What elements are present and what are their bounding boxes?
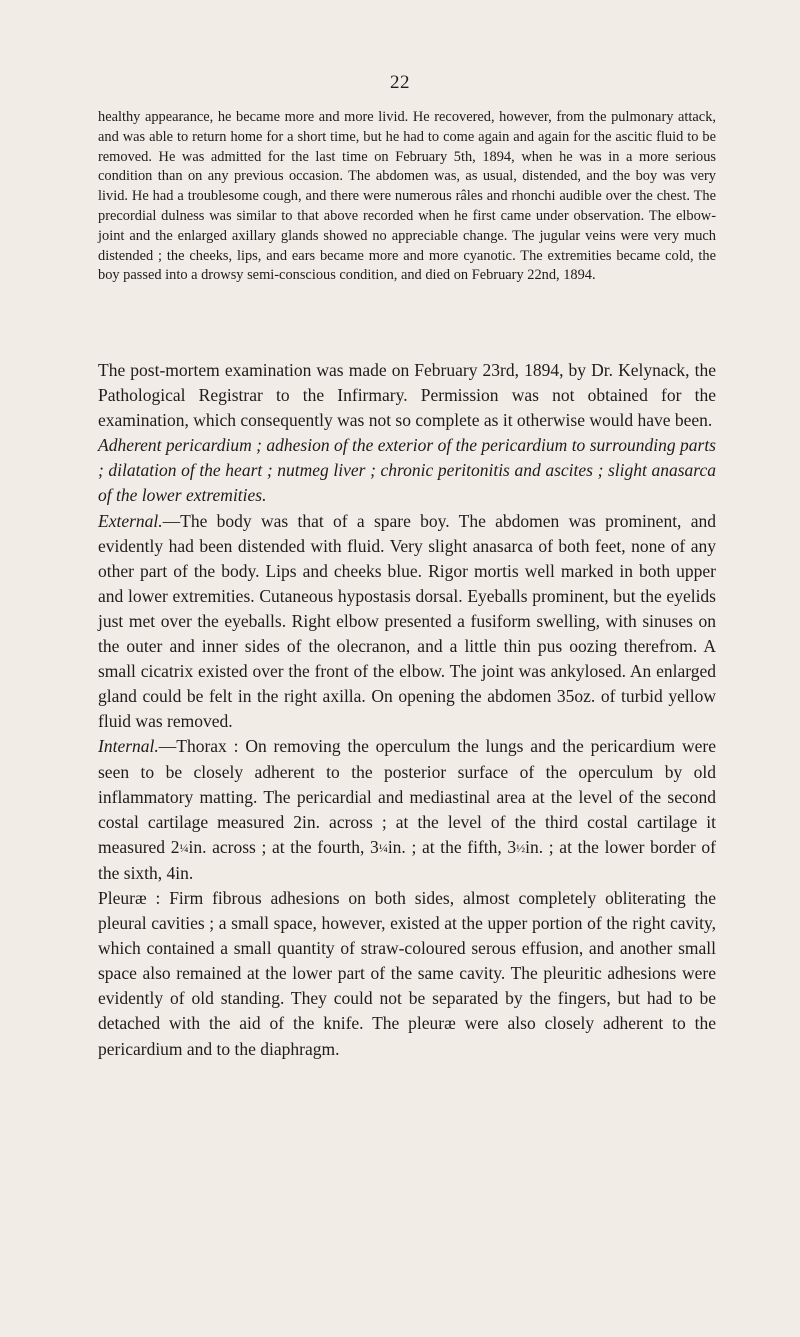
paragraph-external — [98, 509, 716, 735]
paragraph-internal — [98, 734, 716, 886]
internal-heading: Internal. — [98, 736, 159, 757]
paragraph-pleurae: Pleuræ : Firm fibrous adhesions on both sides, almost completely obliterating the pleural cavities ; a small space, however, existed at the upper portion of the right cavity, which contained a small quantity of straw-coloured serous effusion, and another small space also remained at the lower part of the same cavity. The pleuritic adhesions were evidently of old standing. They could not be separated by the fingers, but had to be detached with the aid of the knife. The pleuræ were also closely adherent to the pericardium and to the diaphragm. — [98, 887, 716, 1059]
external-text: —The body was that of a spare boy. The abdomen was prominent, and evidently had been distended with fluid. Very slight anasarca of both feet, none of any other part of the body. Lips and cheeks blue. Rigor mortis well marked in both upper and lower extremities. Cutaneous hypostasis dorsal. Eyeballs prominent, but the eyelids just met over the eyeballs. Right elbow presented a fusiform swelling, with sinuses on the outer and inner sides of the olecranon, and a little thin pus oozing therefrom. A small cicatrix existed over the front of the elbow. The joint was ankylosed. An enlarged gland could be felt in the right axilla. On opening the abdomen 35oz. of turbid yellow fluid was removed. — [98, 510, 716, 732]
paragraph-post-mortem-intro: The post-mortem examination was made on February 23rd, 1894, by Dr. Kelynack, the Pathological Registrar to the Infirmary. Permission was not obtained for the examination, which consequently was not so complete as it otherwise would have been. — [98, 360, 716, 431]
fraction-quarter-1: ¼ — [179, 840, 189, 855]
fraction-quarter-2: ¼ — [378, 840, 388, 855]
internal-text-b: in. across ; at the fourth, 3 — [188, 836, 379, 857]
internal-text-c: in. ; at the fifth, 3 — [387, 836, 517, 857]
post-mortem-block — [98, 358, 716, 1062]
case-history-block — [98, 108, 716, 286]
page-number: 22 — [390, 72, 410, 93]
internal-text-a: —Thorax : On removing the operculum the lungs and the pericardium were seen to be closely adherent to the posterior surface of the operculum by old inflammatory matting. The pericardial and mediastinal area at the level of the second costal cartilage measured 2in. across ; at the level of the third costal cartilage it measured 2 — [98, 736, 716, 857]
diagnosis-summary-text: Adherent pericardium ; adhesion of the exterior of the pericardium to surrounding parts ; dilatation of the heart ; nutmeg liver ; chronic peritonitis and ascites ; slight anasarca of the lower extremities. — [98, 435, 716, 506]
paragraph-diagnosis-summary — [98, 433, 716, 508]
external-heading: External. — [98, 510, 163, 531]
fraction-half: ½ — [516, 840, 526, 855]
internal-text-d: in. ; at the lower border of the sixth, 4in. — [98, 836, 716, 883]
paragraph-clinical-course: healthy appearance, he became more and more livid. He recovered, however, from the pulmonary attack, and was able to return home for a short time, but he had to come again and again for the ascitic fluid to be removed. He was admitted for the last time on February 5th, 1894, when he was in a more serious condition than on any previous occasion. The abdomen was, as usual, distended, and the boy was very livid. He had a troublesome cough, and there were numerous râles and rhonchi audible over the chest. The precordial dulness was similar to that above recorded when he first came under observation. The elbow-joint and the enlarged axillary glands showed no appreciable change. The jugular veins were very much distended ; the cheeks, lips, and ears became more and more cyanotic. The extremities became cold, the boy passed into a drowsy semi-conscious condition, and died on February 22nd, 1894. — [98, 109, 716, 284]
